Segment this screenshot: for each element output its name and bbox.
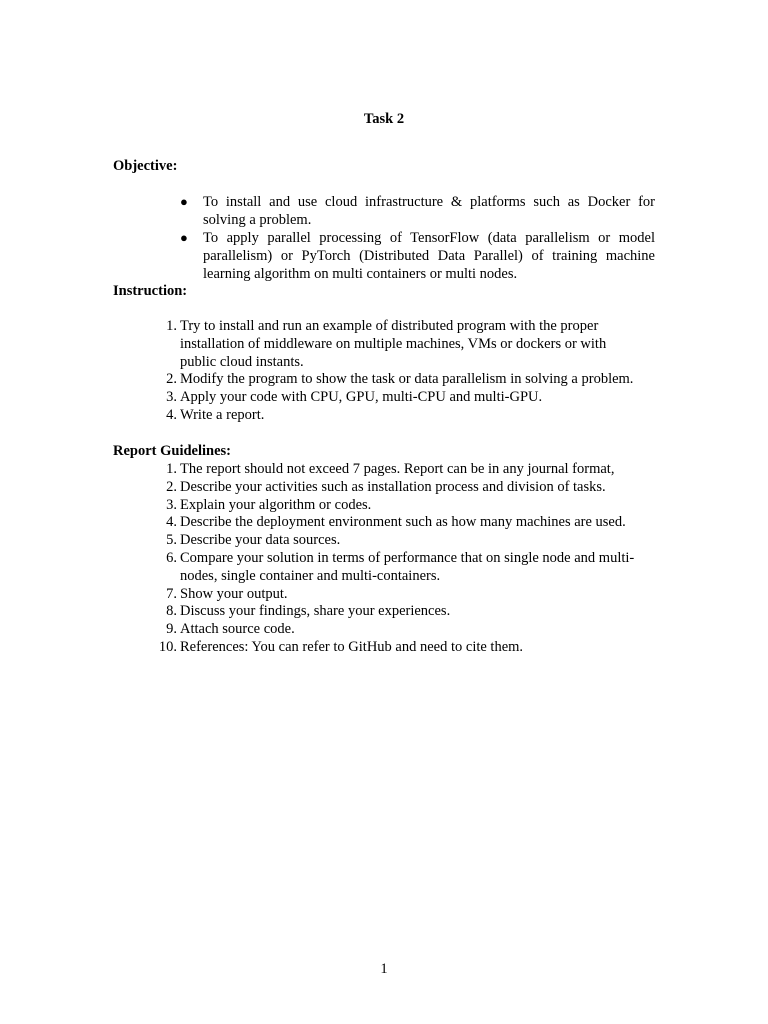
instruction-item-text: Try to install and run an example of distributed program with the proper installation of middleware on multiple machines, VMs or dockers or with public cloud instants. [180, 318, 607, 370]
instruction-item-text: Write a report. [180, 406, 265, 423]
guideline-item-text: Describe the deployment environment such as how many machines are used. [180, 514, 626, 531]
item-number: 1. [166, 318, 177, 334]
guideline-item [155, 621, 655, 639]
guideline-item-text: Show your output. [180, 585, 288, 602]
item-number: 6. [166, 549, 177, 566]
report-guidelines-list [155, 461, 655, 657]
item-number: 9. [166, 621, 177, 638]
item-number: 3. [166, 496, 177, 513]
guideline-item [155, 603, 655, 621]
objective-list [178, 193, 655, 283]
objective-item-text: To apply parallel processing of TensorFlow (data parallelism or model parallelism) or PyTorch (Distributed Data Parallel) of training machine learning algorithm on multi containers or multi nodes. [203, 230, 655, 282]
item-number: 4. [166, 406, 177, 423]
guideline-item-text: Attach source code. [180, 621, 295, 638]
instruction-item [155, 389, 635, 407]
report-guidelines-heading: Report Guidelines: [113, 443, 232, 459]
guideline-item-text: Describe your data sources. [180, 532, 341, 549]
guideline-item-text: References: You can refer to GitHub and need to cite them. [180, 638, 524, 655]
instruction-item [155, 407, 635, 425]
instruction-item-text: Modify the program to show the task or data parallelism in solving a problem. [180, 371, 634, 388]
instruction-heading: Instruction: [113, 283, 188, 299]
guideline-item [155, 461, 655, 479]
objective-heading: Objective: [113, 158, 178, 174]
guideline-item [155, 514, 655, 532]
page-title: Task 2 [363, 111, 405, 127]
item-number: 2. [166, 371, 177, 388]
objective-item [178, 193, 655, 229]
item-number: 7. [166, 585, 177, 602]
guideline-item-text: The report should not exceed 7 pages. Report can be in any journal format, [180, 461, 615, 477]
guideline-item [155, 497, 655, 515]
instruction-list [155, 318, 635, 425]
item-number: 5. [166, 532, 177, 549]
bullet-icon: ● [180, 194, 188, 209]
item-number: 10. [158, 638, 177, 655]
objective-item-text: To install and use cloud infrastructure & platforms such as Docker for solving a problem. [203, 194, 655, 228]
item-number: 2. [166, 478, 177, 495]
guideline-item-text: Explain your algorithm or codes. [180, 496, 372, 513]
guideline-item-text: Describe your activities such as installation process and division of tasks. [180, 478, 606, 495]
item-number: 8. [166, 603, 177, 620]
guideline-item [155, 639, 655, 657]
guideline-item [155, 532, 655, 550]
guideline-item [155, 479, 655, 497]
guideline-item-text: Compare your solution in terms of performance that on single node and multi-nodes, single container and multi-containers. [180, 549, 635, 584]
bullet-icon: ● [180, 230, 188, 245]
guideline-item [155, 586, 655, 604]
guideline-item [155, 550, 655, 586]
item-number: 3. [166, 389, 177, 406]
item-number: 1. [166, 461, 177, 477]
page-number: 1 [380, 961, 388, 977]
instruction-item [155, 318, 635, 371]
instruction-item-text: Apply your code with CPU, GPU, multi-CPU and multi-GPU. [180, 389, 543, 406]
item-number: 4. [166, 514, 177, 531]
objective-item [178, 229, 655, 283]
instruction-item [155, 371, 635, 389]
guideline-item-text: Discuss your findings, share your experiences. [180, 603, 451, 620]
